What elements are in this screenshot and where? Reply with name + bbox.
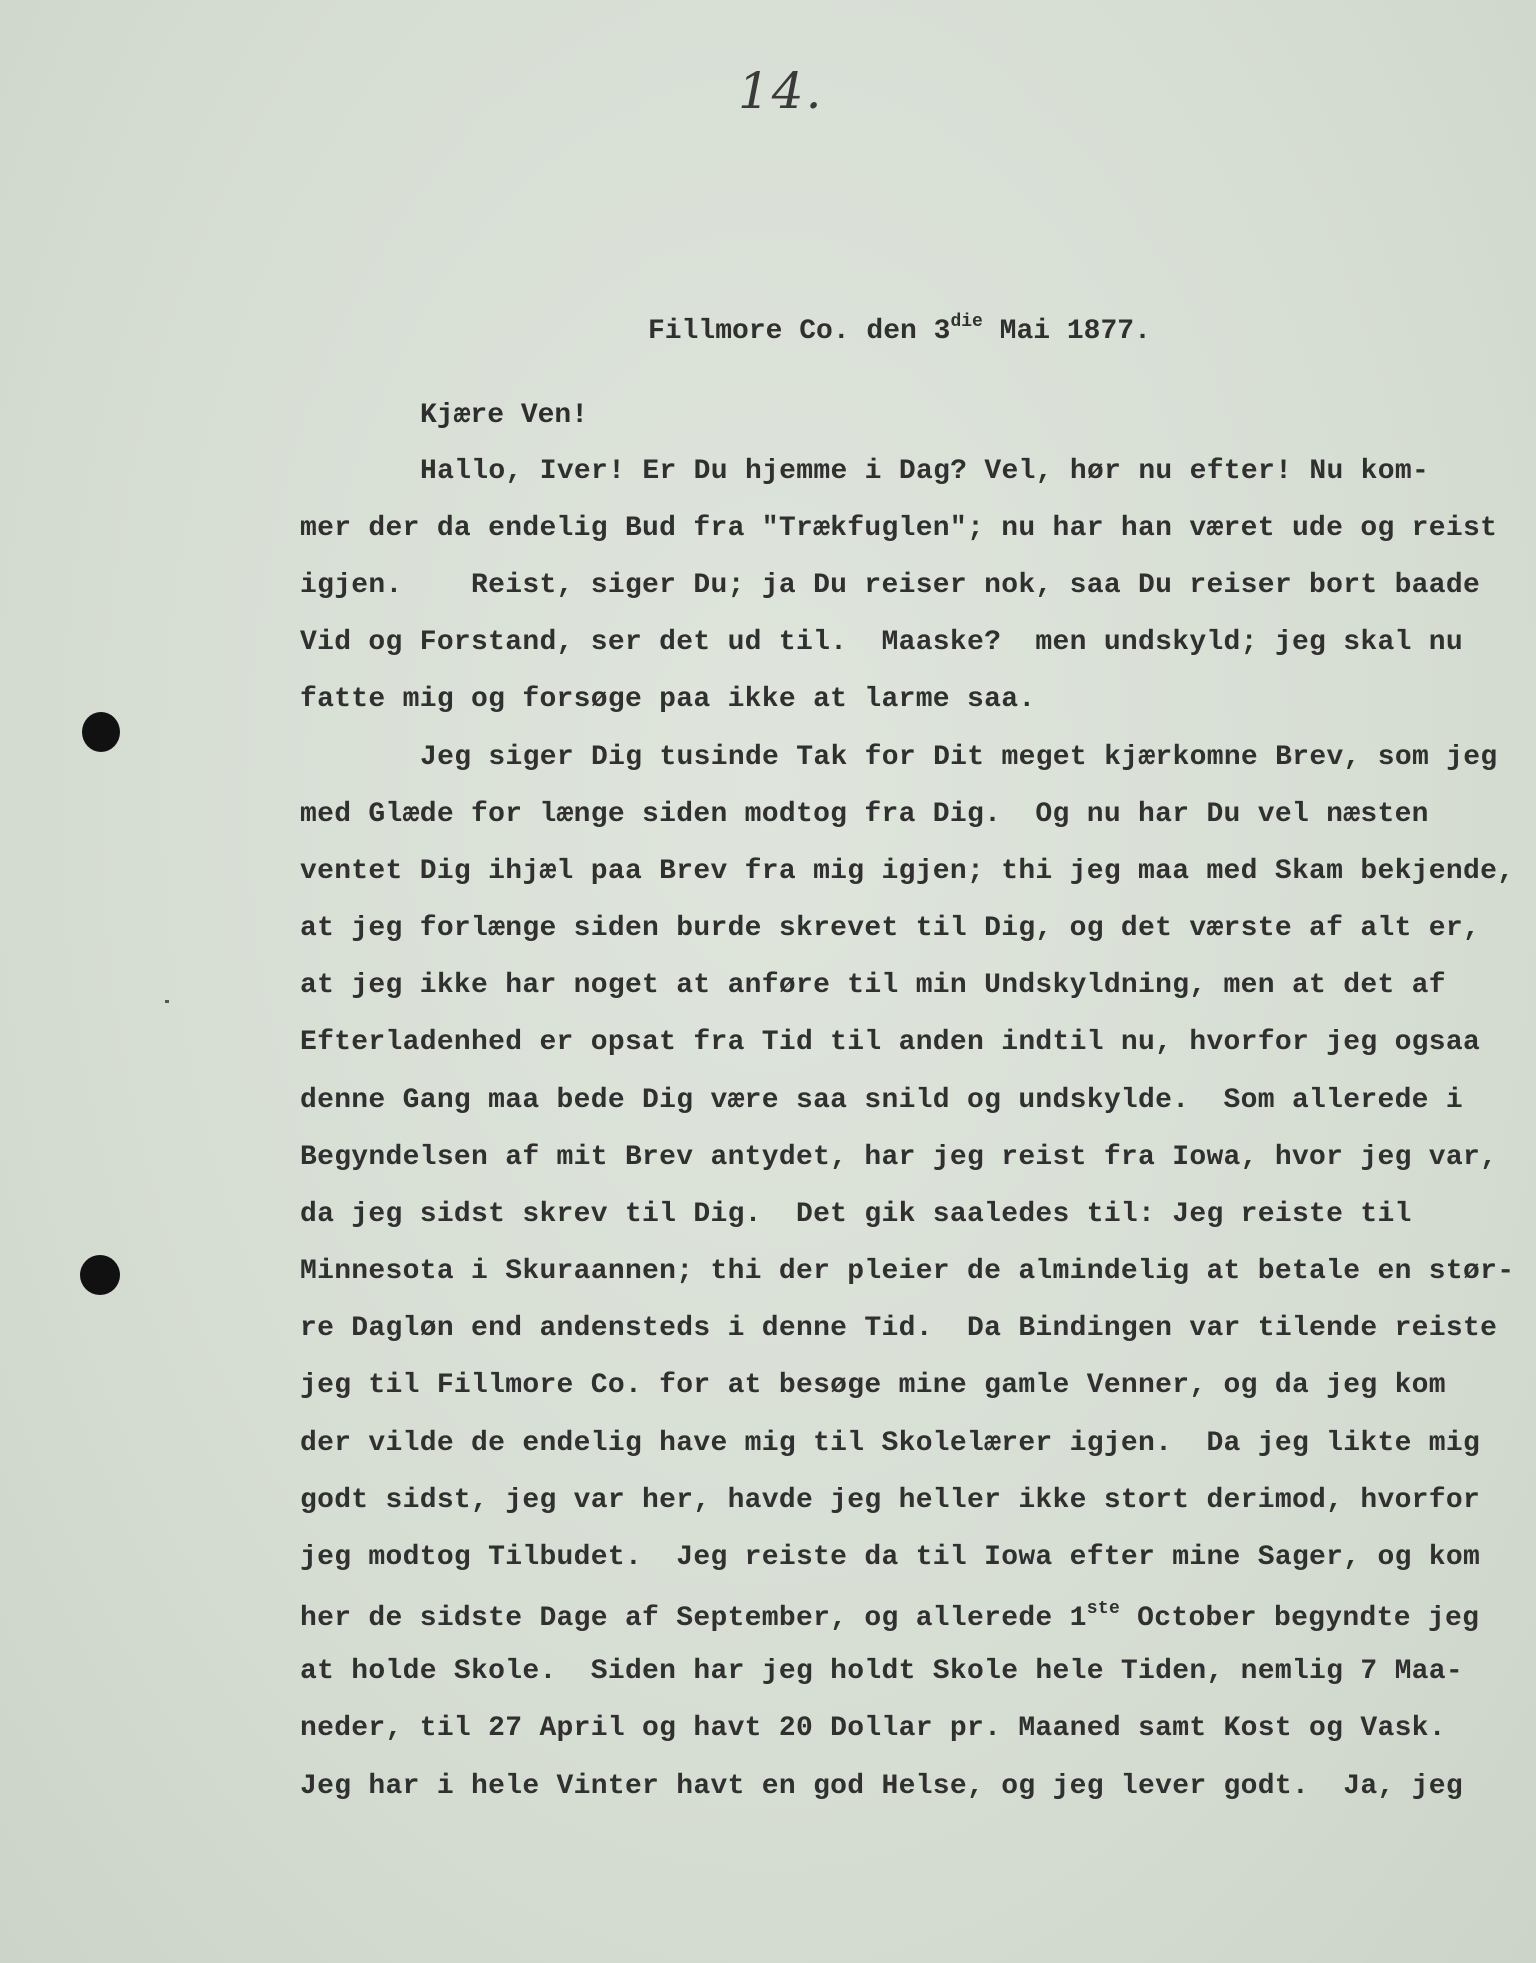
text-line: da jeg sidst skrev til Dig. Det gik saaledes til: Jeg reiste til bbox=[300, 1199, 1412, 1230]
dateline bbox=[648, 312, 1151, 347]
text-line: godt sidst, jeg var her, havde jeg heller ikke stort derimod, hvorfor bbox=[300, 1485, 1481, 1516]
dateline-ordinal-suffix: die bbox=[950, 312, 983, 332]
text-line: Jeg siger Dig tusinde Tak for Dit meget kjærkomne Brev, som jeg bbox=[420, 742, 1498, 773]
text-line: Jeg har i hele Vinter havt en god Helse, og jeg lever godt. Ja, jeg bbox=[300, 1771, 1463, 1802]
text-line: at jeg forlænge siden burde skrevet til Dig, og det værste af alt er, bbox=[300, 913, 1481, 944]
punch-hole bbox=[80, 1255, 120, 1295]
punch-hole bbox=[82, 712, 120, 752]
text-line: at holde Skole. Siden har jeg holdt Skole hele Tiden, nemlig 7 Maa- bbox=[300, 1656, 1463, 1687]
text-line: igjen. Reist, siger Du; ja Du reiser nok, saa Du reiser bort baade bbox=[300, 570, 1481, 601]
text-line-start: her de sidste Dage af September, og allerede 1 bbox=[300, 1603, 1087, 1634]
text-line: Vid og Forstand, ser det ud til. Maaske? men undskyld; jeg skal nu bbox=[300, 627, 1463, 658]
text-line: Hallo, Iver! Er Du hjemme i Dag? Vel, hør nu efter! Nu kom- bbox=[420, 456, 1430, 487]
text-line bbox=[300, 1599, 1479, 1634]
text-line: der vilde de endelig have mig til Skolelærer igjen. Da jeg likte mig bbox=[300, 1428, 1481, 1459]
salutation: Kjære Ven! bbox=[420, 400, 589, 431]
dateline-place: Fillmore Co. den 3 bbox=[648, 316, 951, 347]
text-line: med Glæde for længe siden modtog fra Dig. Og nu har Du vel næsten bbox=[300, 799, 1429, 830]
text-line: neder, til 27 April og havt 20 Dollar pr. Maaned samt Kost og Vask. bbox=[300, 1713, 1446, 1744]
text-line: Efterladenhed er opsat fra Tid til anden indtil nu, hvorfor jeg ogsaa bbox=[300, 1027, 1481, 1058]
scan-mark bbox=[165, 1000, 169, 1003]
text-line: Minnesota i Skuraannen; thi der pleier de almindelig at betale en stør- bbox=[300, 1256, 1515, 1287]
text-line-end: October begyndte jeg bbox=[1120, 1603, 1480, 1634]
text-line: re Dagløn end andensteds i denne Tid. Da Bindingen var tilende reiste bbox=[300, 1313, 1498, 1344]
page-number: 14. bbox=[738, 62, 824, 120]
text-line: denne Gang maa bede Dig være saa snild og undskylde. Som allerede i bbox=[300, 1085, 1463, 1116]
text-line: mer der da endelig Bud fra "Trækfuglen"; nu har han været ude og reist bbox=[300, 513, 1498, 544]
text-line: fatte mig og forsøge paa ikke at larme saa. bbox=[300, 684, 1036, 715]
text-line: at jeg ikke har noget at anføre til min Undskyldning, men at det af bbox=[300, 970, 1446, 1001]
dateline-date: Mai 1877. bbox=[982, 316, 1151, 347]
text-line: ventet Dig ihjæl paa Brev fra mig igjen; thi jeg maa med Skam bekjende, bbox=[300, 856, 1515, 887]
text-line: jeg modtog Tilbudet. Jeg reiste da til Iowa efter mine Sager, og kom bbox=[300, 1542, 1481, 1573]
ordinal-suffix: ste bbox=[1086, 1599, 1121, 1619]
text-line: jeg til Fillmore Co. for at besøge mine gamle Venner, og da jeg kom bbox=[300, 1370, 1446, 1401]
text-line: Begyndelsen af mit Brev antydet, har jeg reist fra Iowa, hvor jeg var, bbox=[300, 1142, 1498, 1173]
